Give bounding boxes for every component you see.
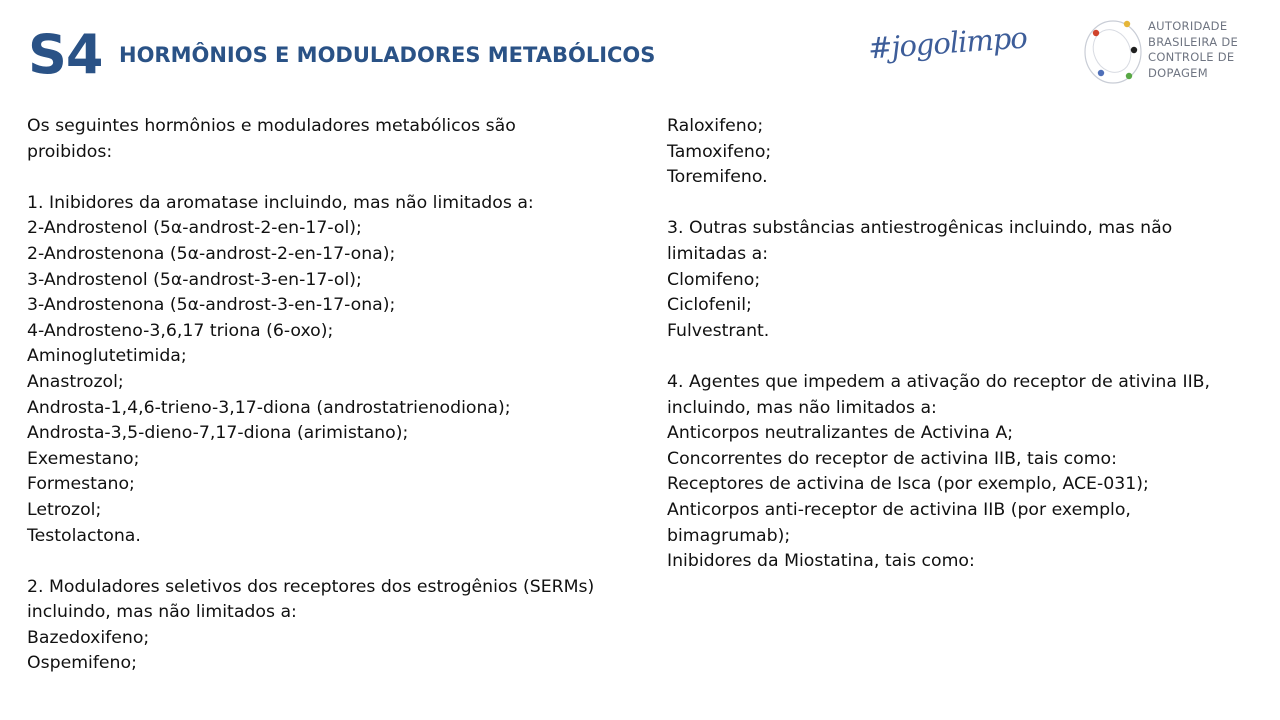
right-text-line: Clomifeno; <box>667 269 761 290</box>
right-text-line: Concorrentes do receptor de activina IIB, tais como: <box>667 448 1117 469</box>
left-text-line: Androsta-3,5-dieno-7,17-diona (arimistano); <box>27 423 409 444</box>
logo-dot-black <box>1131 47 1137 53</box>
org-line-1: AUTORIDADE <box>1148 19 1228 33</box>
right-column <box>667 114 1257 575</box>
right-text-line: Fulvestrant. <box>667 320 770 341</box>
right-text-line <box>667 191 1257 217</box>
right-text-line: Receptores de activina de Isca (por exemplo, ACE-031); <box>667 474 1149 495</box>
left-text-line <box>27 549 647 575</box>
section-title: HORMÔNIOS E MODULADORES METABÓLICOS <box>119 43 656 67</box>
organization-name <box>1148 19 1238 81</box>
left-text-line: 1. Inibidores da aromatase incluindo, mas não limitados a: <box>27 192 534 213</box>
left-text-line: Formestano; <box>27 474 135 495</box>
left-column <box>27 114 647 677</box>
left-text-line: Exemestano; <box>27 448 140 469</box>
right-text-line: limitadas a: <box>667 243 769 264</box>
left-text-line: incluindo, mas não limitados a: <box>27 602 297 623</box>
left-text-line: proibidos: <box>27 141 113 162</box>
right-text-line: Anticorpos neutralizantes de Activina A; <box>667 423 1014 444</box>
logo-dot-blue <box>1098 70 1104 76</box>
right-text-line: bimagrumab); <box>667 525 791 546</box>
right-text-line: Toremifeno. <box>667 167 768 188</box>
right-text-line <box>667 344 1257 370</box>
right-text-line: incluindo, mas não limitados a: <box>667 397 937 418</box>
left-text-line: Androsta-1,4,6-trieno-3,17-diona (androstatrienodiona); <box>27 397 511 418</box>
hashtag-signature: #jogolimpo <box>867 20 1028 66</box>
left-text-line: 2-Androstenol (5α-androst-2-en-17-ol); <box>27 218 362 239</box>
left-text-line <box>27 165 647 191</box>
left-text-line: Anastrozol; <box>27 371 124 392</box>
left-text-line: Ospemifeno; <box>27 653 137 674</box>
right-text-line: Tamoxifeno; <box>667 141 772 162</box>
right-text-line: Inibidores da Miostatina, tais como: <box>667 551 975 572</box>
logo-dot-green <box>1126 73 1132 79</box>
org-line-3: CONTROLE DE <box>1148 50 1235 64</box>
left-text-line: Letrozol; <box>27 499 102 520</box>
left-text-line: Bazedoxifeno; <box>27 627 150 648</box>
left-text-line: Testolactona. <box>27 525 141 546</box>
right-text-line: Ciclofenil; <box>667 295 752 316</box>
left-text-line: 3-Androstenol (5α-androst-3-en-17-ol); <box>27 269 362 290</box>
logo-dot-yellow <box>1124 21 1130 27</box>
right-text-line: Anticorpos anti-receptor de activina IIB (por exemplo, <box>667 499 1131 520</box>
right-text-line: Raloxifeno; <box>667 116 764 136</box>
logo-dot-red <box>1093 30 1099 36</box>
right-text-line: 4. Agentes que impedem a ativação do receptor de ativina IIB, <box>667 371 1211 392</box>
left-text-line: Aminoglutetimida; <box>27 346 187 367</box>
org-line-2: BRASILEIRA DE <box>1148 34 1239 49</box>
org-line-4: DOPAGEM <box>1148 65 1208 80</box>
left-text-line: 2. Moduladores seletivos dos receptores dos estrogênios (SERMs) <box>27 576 595 597</box>
left-text-line: 4-Androsteno-3,6,17 triona (6-oxo); <box>27 320 334 341</box>
left-text-line: 2-Androstenona (5α-androst-2-en-17-ona); <box>27 243 396 264</box>
right-text-line: 3. Outras substâncias antiestrogênicas incluindo, mas não <box>667 218 1173 239</box>
left-text-line: Os seguintes hormônios e moduladores metabólicos são <box>27 116 516 136</box>
section-code: S4 <box>28 23 103 86</box>
abcd-logo-icon <box>1078 12 1148 92</box>
left-text-line: 3-Androstenona (5α-androst-3-en-17-ona); <box>27 295 396 316</box>
